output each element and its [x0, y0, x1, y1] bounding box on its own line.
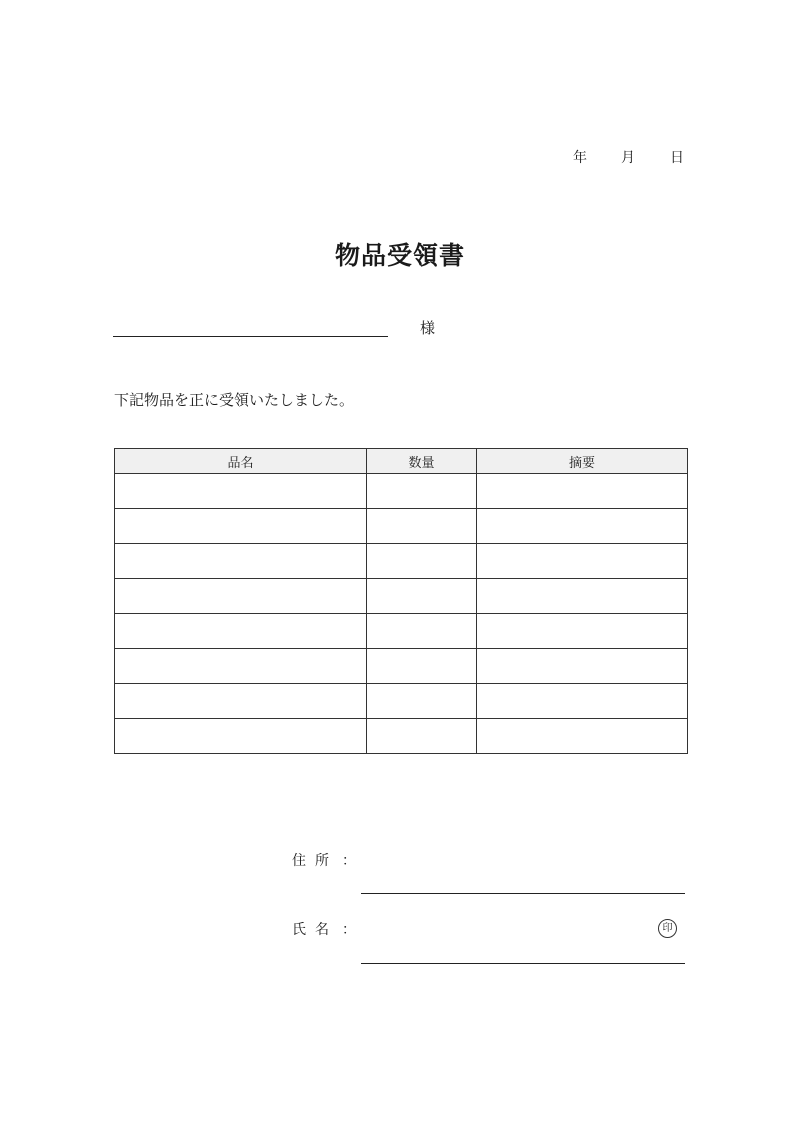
- receipt-statement: 下記物品を正に受領いたしました。: [114, 391, 355, 409]
- cell-quantity[interactable]: [367, 614, 477, 649]
- cell-quantity[interactable]: [367, 684, 477, 719]
- table-row: [115, 649, 688, 684]
- table-row: [115, 474, 688, 509]
- date-month-label: 月: [621, 150, 635, 166]
- table-row: [115, 579, 688, 614]
- seal-mark: 印: [658, 919, 677, 938]
- cell-item-name[interactable]: [115, 474, 367, 509]
- cell-quantity[interactable]: [367, 474, 477, 509]
- cell-remarks[interactable]: [477, 649, 688, 684]
- cell-remarks[interactable]: [477, 614, 688, 649]
- cell-item-name[interactable]: [115, 719, 367, 754]
- cell-item-name[interactable]: [115, 684, 367, 719]
- cell-remarks[interactable]: [477, 719, 688, 754]
- cell-quantity[interactable]: [367, 579, 477, 614]
- name-colon: ：: [342, 922, 356, 938]
- name-label: 氏名: [292, 922, 338, 938]
- header-quantity: 数量: [367, 449, 477, 474]
- document-title: 物品受領書: [334, 241, 465, 270]
- table-header-row: [115, 449, 688, 474]
- cell-quantity[interactable]: [367, 719, 477, 754]
- cell-remarks[interactable]: [477, 544, 688, 579]
- cell-item-name[interactable]: [115, 509, 367, 544]
- name-line[interactable]: [361, 963, 685, 964]
- table-row: [115, 684, 688, 719]
- header-remarks: 摘要: [477, 449, 688, 474]
- cell-item-name[interactable]: [115, 649, 367, 684]
- address-line[interactable]: [361, 893, 685, 894]
- cell-remarks[interactable]: [477, 474, 688, 509]
- date-field: [560, 147, 690, 167]
- cell-quantity[interactable]: [367, 544, 477, 579]
- date-day-label: 日: [670, 150, 684, 166]
- cell-remarks[interactable]: [477, 579, 688, 614]
- items-table: [114, 448, 688, 754]
- table-row: [115, 544, 688, 579]
- recipient-name-line[interactable]: [113, 336, 388, 337]
- cell-item-name[interactable]: [115, 579, 367, 614]
- date-year-label: 年: [573, 150, 587, 166]
- cell-remarks[interactable]: [477, 684, 688, 719]
- recipient-honorific: 様: [420, 319, 436, 337]
- table-row: [115, 719, 688, 754]
- cell-item-name[interactable]: [115, 544, 367, 579]
- header-item-name: 品名: [115, 449, 367, 474]
- address-colon: ：: [342, 853, 356, 869]
- cell-remarks[interactable]: [477, 509, 688, 544]
- table-row: [115, 509, 688, 544]
- table-row: [115, 614, 688, 649]
- cell-item-name[interactable]: [115, 614, 367, 649]
- address-label: 住所: [292, 853, 338, 869]
- cell-quantity[interactable]: [367, 509, 477, 544]
- cell-quantity[interactable]: [367, 649, 477, 684]
